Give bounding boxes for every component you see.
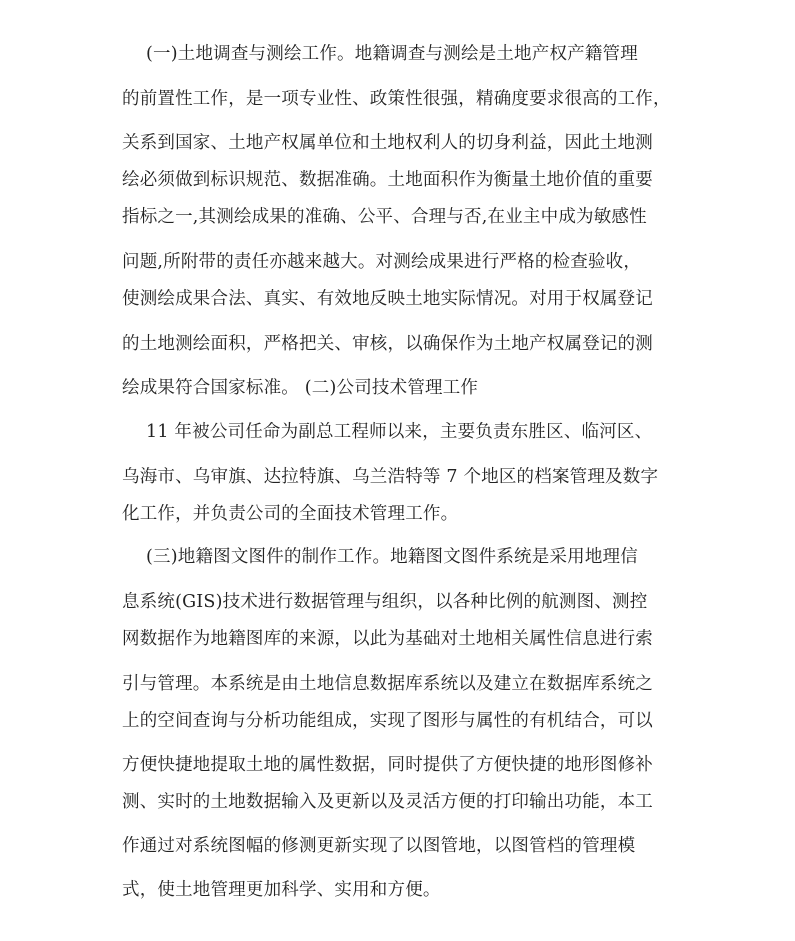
text-line: 引与管理。本系统是由土地信息数据库系统以及建立在数据库系统之 <box>122 674 653 694</box>
text-line: 使测绘成果合法、真实、有效地反映土地实际情况。对用于权属登记 <box>122 289 653 309</box>
text-line: 的前置性工作，是一项专业性、政策性很强，精确度要求很高的工作， <box>122 89 671 109</box>
text-line: (三)地籍图文图件的制作工作。地籍图文图件系统是采用地理信 <box>146 547 638 567</box>
text-line: 化工作，并负责公司的全面技术管理工作。 <box>122 504 459 524</box>
text-line: 绘必须做到标识规范、数据准确。土地面积作为衡量土地价值的重要 <box>122 170 653 190</box>
text-line: 方便快捷地提取土地的属性数据，同时提供了方便快捷的地形图修补 <box>122 755 653 775</box>
text-line: 的土地测绘面积，严格把关、审核，以确保作为土地产权属登记的测 <box>122 334 653 354</box>
text-line: 乌海市、乌审旗、达拉特旗、乌兰浩特等 7 个地区的档案管理及数字 <box>122 467 659 487</box>
text-line: 网数据作为地籍图库的来源，以此为基础对土地相关属性信息进行索 <box>122 629 653 649</box>
text-line: (一)土地调查与测绘工作。地籍调查与测绘是土地产权产籍管理 <box>146 44 638 64</box>
text-line: 指标之一,其测绘成果的准确、公平、合理与否,在业主中成为敏感性 <box>122 207 647 227</box>
text-line: 问题,所附带的责任亦越来越大。对测绘成果进行严格的检查验收， <box>122 252 642 272</box>
text-line: 式，使土地管理更加科学、实用和方便。 <box>122 880 441 900</box>
text-line: 11 年被公司任命为副总工程师以来，主要负责东胜区、临河区、 <box>146 422 653 442</box>
text-line: 息系统(GIS)技术进行数据管理与组织，以各种比例的航测图、测控 <box>122 592 648 612</box>
text-line: 作通过对系统图幅的修测更新实现了以图管地，以图管档的管理模 <box>122 836 636 856</box>
text-line: 关系到国家、土地产权属单位和土地权利人的切身利益，因此土地测 <box>122 133 653 153</box>
text-line: 测、实时的土地数据输入及更新以及灵活方便的打印输出功能，本工 <box>122 792 653 812</box>
text-line: 上的空间查询与分析功能组成，实现了图形与属性的有机结合，可以 <box>122 711 653 731</box>
text-line: 绘成果符合国家标准。 (二)公司技术管理工作 <box>122 378 479 398</box>
